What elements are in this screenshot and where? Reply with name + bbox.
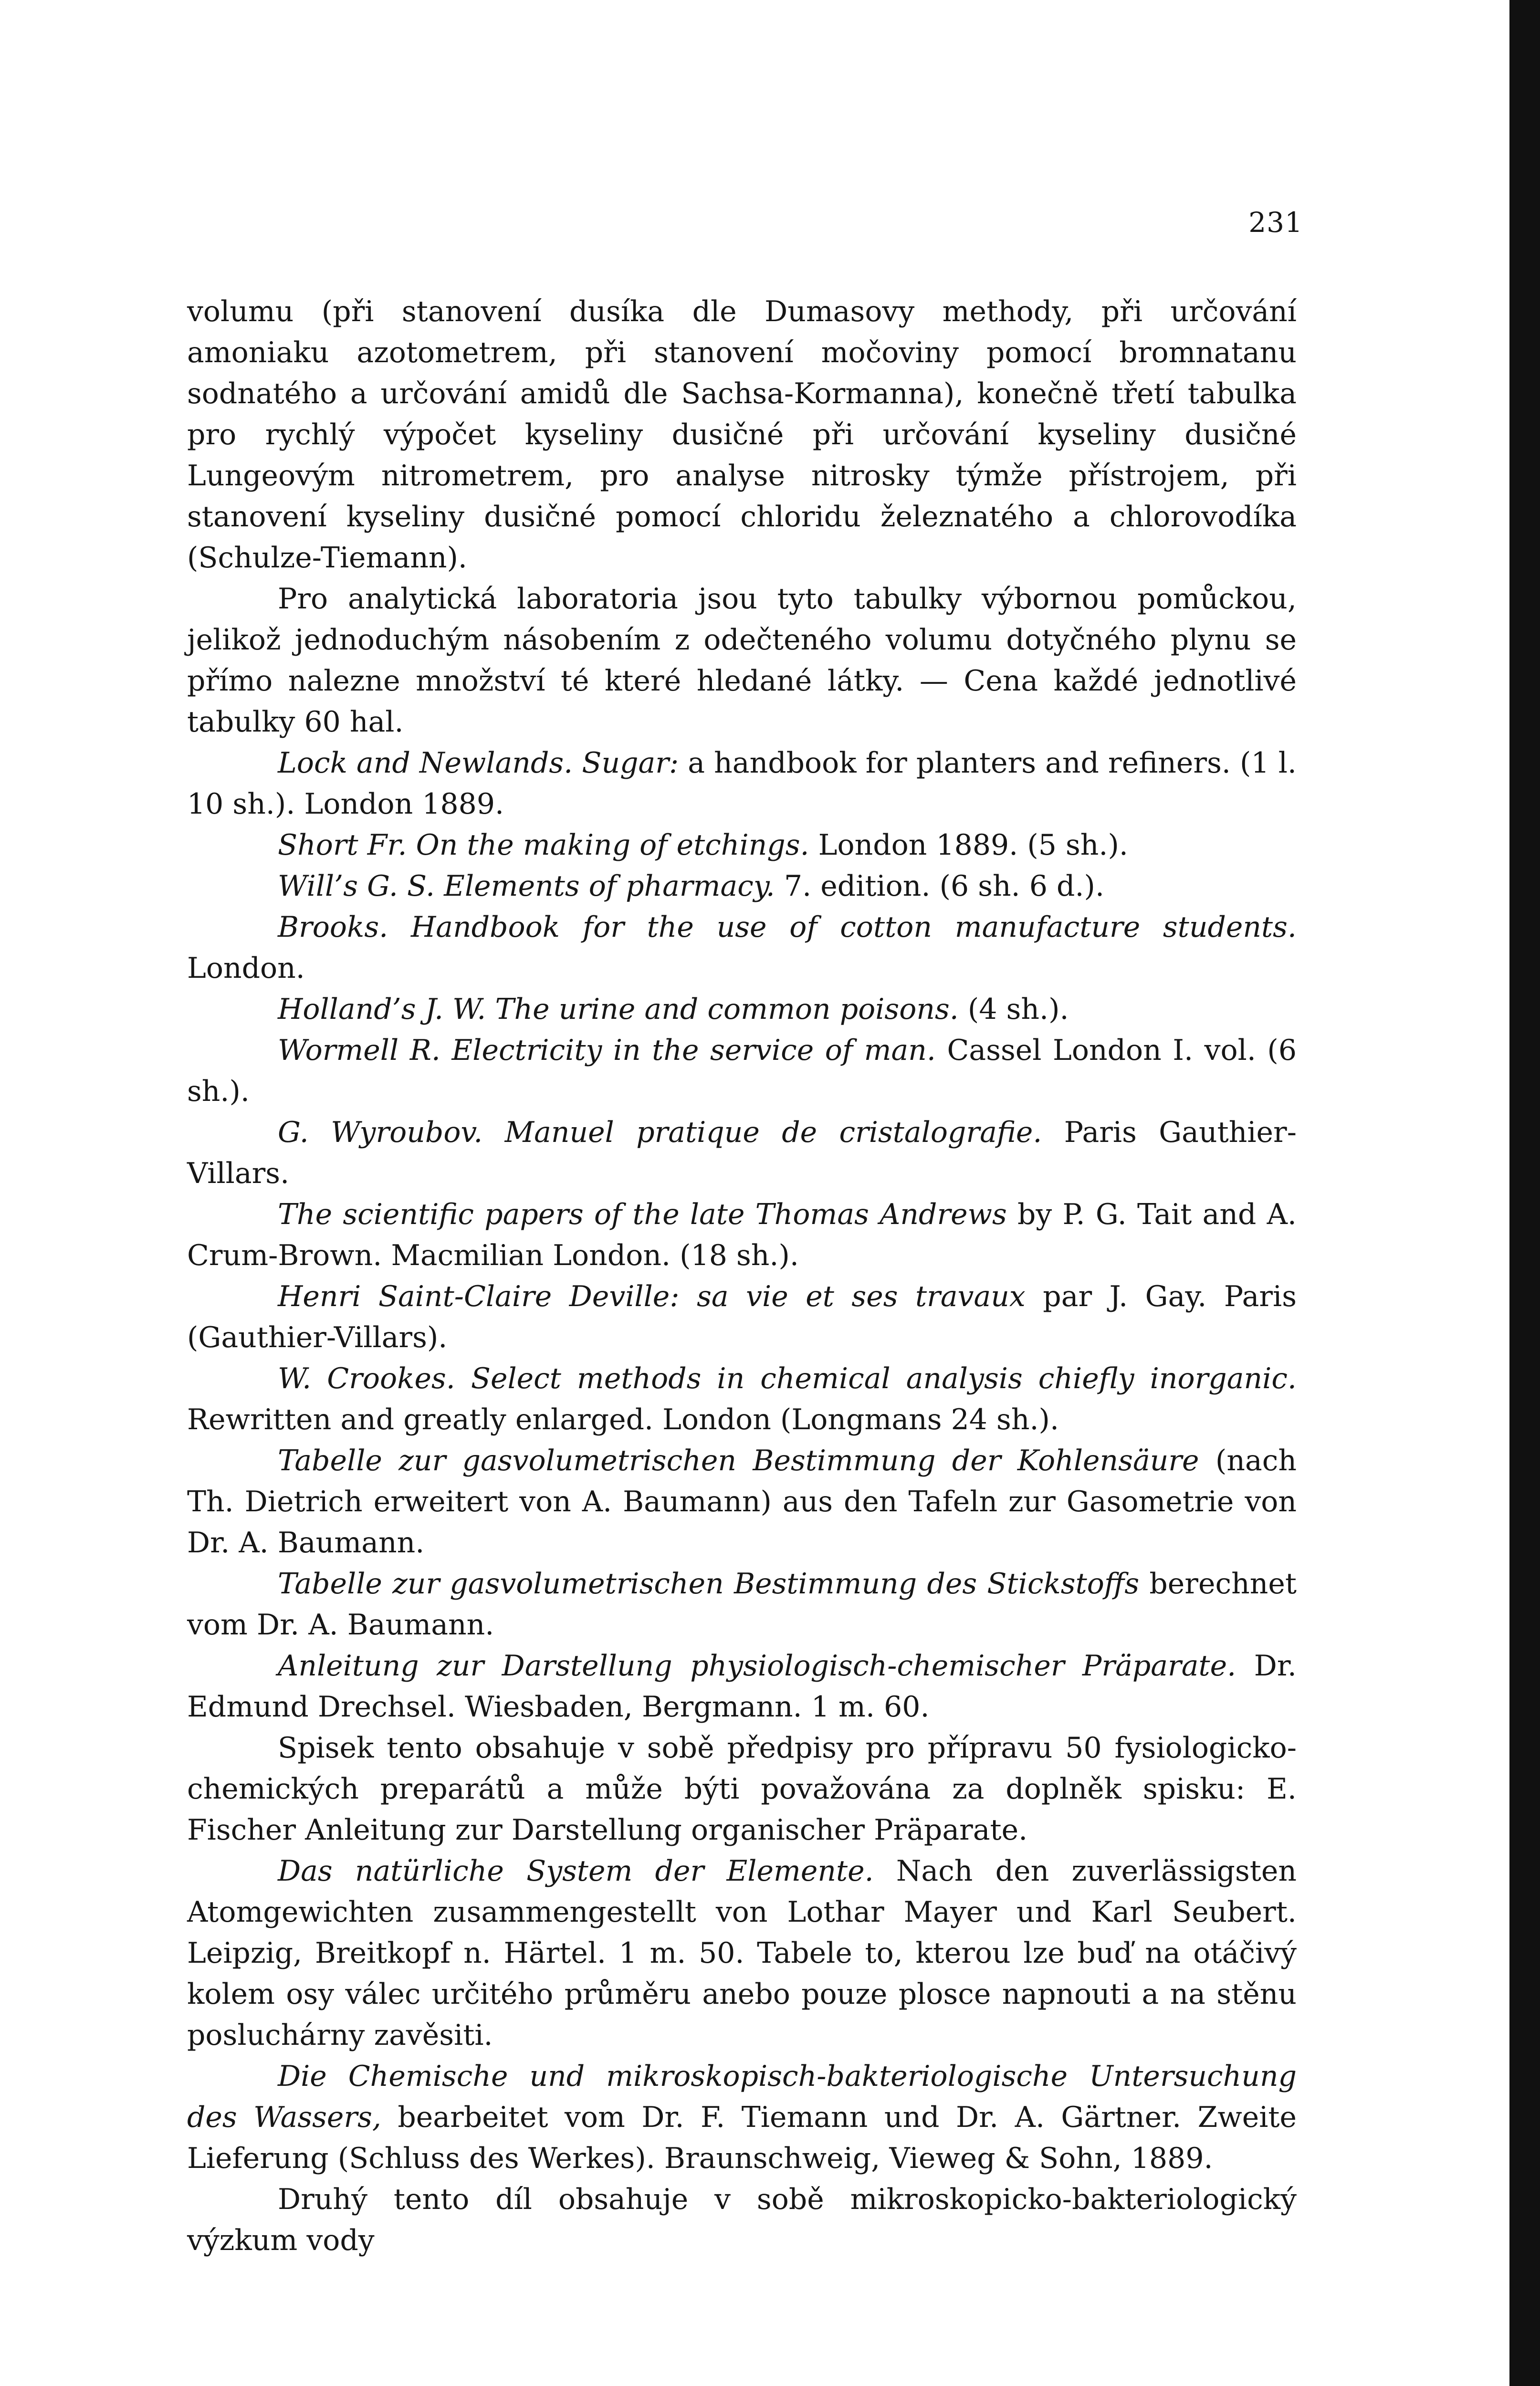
reference-wassers: Die Chemische und mikroskopisch-bakteriologische Untersuchung des Wassers, bearbeitet vom Dr. F. Tiemann und Dr. A. Gärtner. Zweite Lieferung (Schluss des Werkes). Braunschweig, Vieweg & Sohn, 1889. [187,2060,1297,2175]
paragraph-spisek: Spisek tento obsahuje v sobě předpisy pro přípravu 50 fysiologicko-chemických preparátů a může býti považována za doplněk spisku: E. Fischer Anleitung zur Darstellung organischer Präparate. [187,1731,1297,1847]
reference-andrews: The scientific papers of the late Thomas Andrews by P. G. Tait and A. Crum-Brown. Macmilian London. (18 sh.). [187,1198,1297,1272]
reference-crookes: W. Crookes. Select methods in chemical analysis chiefly inorganic. Rewritten and greatly enlarged. London (Longmans 24 sh.). [187,1362,1297,1436]
reference-wormell: Wormell R. Electricity in the service of man. Cassel London I. vol. (6 sh.). [187,1034,1297,1108]
paragraph-laboratoria: Pro analytická laboratoria jsou tyto tabulky výbornou pomůckou, jelikož jednoduchým násobením z odečteného volumu dotyčného plynu se přímo nalezne množství té které hledané látky. — Cena každé jednotlivé tabulky 60 hal. [187,582,1297,739]
reference-brooks: Brooks. Handbook for the use of cotton manufacture students. London. [187,910,1297,985]
page-body [187,291,1297,2261]
reference-anleitung: Anleitung zur Darstellung physiologisch-chemischer Präparate. Dr. Edmund Drechsel. Wiesbaden, Bergmann. 1 m. 60. [187,1649,1297,1724]
reference-kohlensaure: Tabelle zur gasvolumetrischen Bestimmung der Kohlensäure (nach Th. Dietrich erweitert von A. Baumann) aus den Tafeln zur Gasometrie von Dr. A. Baumann. [187,1444,1297,1559]
paragraph-volumu: volumu (při stanovení dusíka dle Dumasovy methody, při určování amoniaku azotometrem, při stanovení močoviny pomocí bromnatanu sodnatého a určování amidů dle Sachsa-Kormanna), konečně třetí tabulka pro rychlý výpočet kyseliny dusičné při určování kyseliny dusičné Lungeovým nitrometrem, pro analyse nitrosky týmže přístrojem, při stanovení kyseliny dusičné pomocí chloridu železnatého a chlorovodíka (Schulze-Tiemann). [187,295,1297,575]
reference-wyroubov: G. Wyroubov. Manuel pratique de cristalografie. Paris Gauthier-Villars. [187,1116,1297,1190]
reference-lock-newlands: Lock and Newlands. Sugar: a handbook for planters and refiners. (1 l. 10 sh.). London 1889. [187,746,1297,821]
reference-deville: Henri Saint-Claire Deville: sa vie et ses travaux par J. Gay. Paris (Gauthier-Villars). [187,1280,1297,1354]
reference-short: Short Fr. On the making of etchings. London 1889. (5 sh.). [278,828,1128,862]
scan-edge [1509,0,1540,2386]
reference-will: Will’s G. S. Elements of pharmacy. 7. edition. (6 sh. 6 d.). [278,869,1105,903]
paragraph-druhy: Druhý tento díl obsahuje v sobě mikroskopicko-bakteriologický výzkum vody [187,2183,1297,2257]
reference-system-elemente: Das natürliche System der Elemente. Nach den zuverlässigsten Atomgewichten zusammengestellt von Lothar Mayer und Karl Seubert. Leipzig, Breitkopf n. Härtel. 1 m. 50. Tabele to, kterou lze buď na otáčivý kolem osy válec určitého průměru anebo pouze plosce napnouti a na stěnu posluchárny zavěsiti. [187,1854,1297,2052]
reference-holland: Holland’s J. W. The urine and common poisons. (4 sh.). [278,993,1069,1026]
reference-stickstoffs: Tabelle zur gasvolumetrischen Bestimmung des Stickstoffs berechnet vom Dr. A. Baumann. [187,1567,1297,1642]
page-number: 231 [1248,206,1303,239]
